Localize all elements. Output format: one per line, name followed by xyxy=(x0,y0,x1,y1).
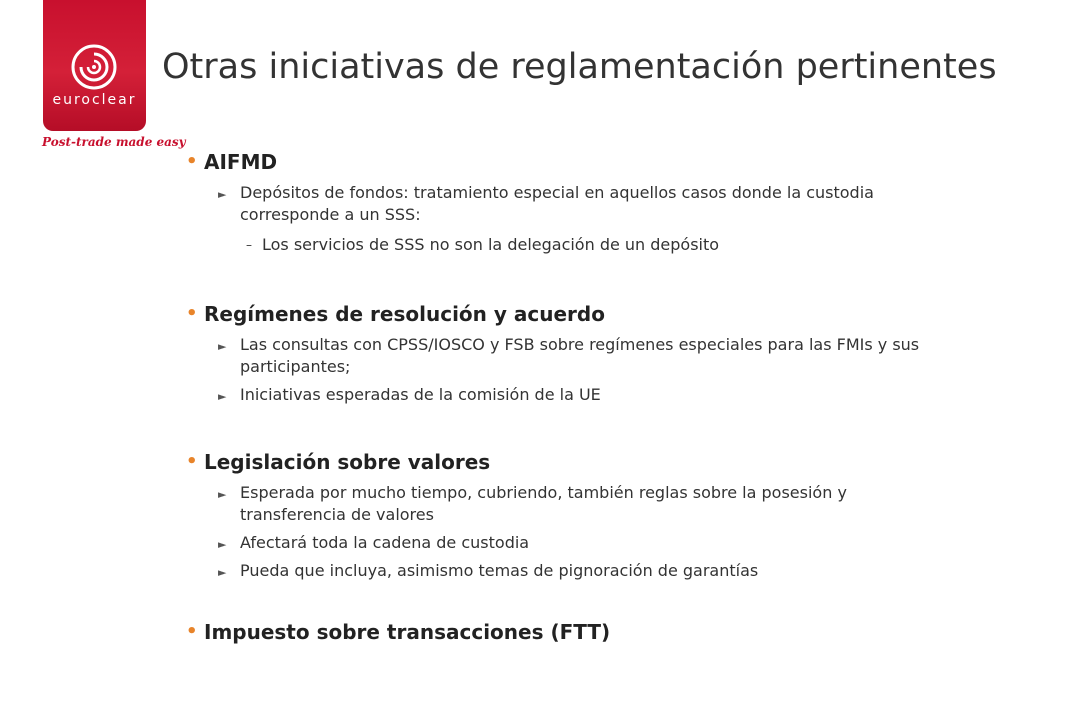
arrow-bullet-icon: ► xyxy=(218,538,227,551)
item-text: Las consultas con CPSS/IOSCO y FSB sobre regímenes especiales para las FMIs y sus participantes; xyxy=(240,335,920,376)
list-item xyxy=(186,182,946,226)
section-heading xyxy=(186,618,946,646)
item-text: Afectará toda la cadena de custodia xyxy=(240,533,530,552)
bullet-icon: • xyxy=(186,451,198,472)
list-item xyxy=(186,532,946,554)
logo-tagline: Post-trade made easy xyxy=(42,135,186,149)
bullet-icon: • xyxy=(186,621,198,642)
subitem-text: Los servicios de SSS no son la delegación de un depósito xyxy=(262,235,720,254)
item-text: Depósitos de fondos: tratamiento especial en aquellos casos donde la custodia corresponde a un SSS: xyxy=(240,183,874,224)
heading-text: Impuesto sobre transacciones (FTT) xyxy=(204,620,611,644)
arrow-bullet-icon: ► xyxy=(218,188,227,201)
list-item xyxy=(186,560,946,582)
item-text: Esperada por mucho tiempo, cubriendo, también reglas sobre la posesión y transferencia de valores xyxy=(240,483,847,524)
logo-wordmark: euroclear xyxy=(52,92,137,108)
section-resolution xyxy=(186,300,946,406)
dash-bullet-icon: – xyxy=(246,238,252,252)
section-heading xyxy=(186,300,946,328)
list-item xyxy=(186,384,946,406)
arrow-bullet-icon: ► xyxy=(218,488,227,501)
arrow-bullet-icon: ► xyxy=(218,566,227,579)
slide-title: Otras iniciativas de reglamentación pertinentes xyxy=(162,47,997,87)
arrow-bullet-icon: ► xyxy=(218,340,227,353)
bullet-icon: • xyxy=(186,303,198,324)
list-item xyxy=(186,482,946,526)
section-securities xyxy=(186,448,946,582)
slide-content xyxy=(186,148,946,646)
arrow-bullet-icon: ► xyxy=(218,390,227,403)
item-text: Pueda que incluya, asimismo temas de pignoración de garantías xyxy=(240,561,759,580)
item-text: Iniciativas esperadas de la comisión de la UE xyxy=(240,385,601,404)
section-aifmd xyxy=(186,148,946,256)
heading-text: AIFMD xyxy=(204,150,278,174)
sub-list-item xyxy=(186,234,946,256)
bullet-icon: • xyxy=(186,151,198,172)
list-item xyxy=(186,334,946,378)
heading-text: Regímenes de resolución y acuerdo xyxy=(204,302,605,326)
heading-text: Legislación sobre valores xyxy=(204,450,491,474)
section-heading xyxy=(186,448,946,476)
section-ftt xyxy=(186,618,946,646)
swirl-icon xyxy=(61,42,127,92)
section-heading xyxy=(186,148,946,176)
euroclear-logo xyxy=(43,0,146,131)
